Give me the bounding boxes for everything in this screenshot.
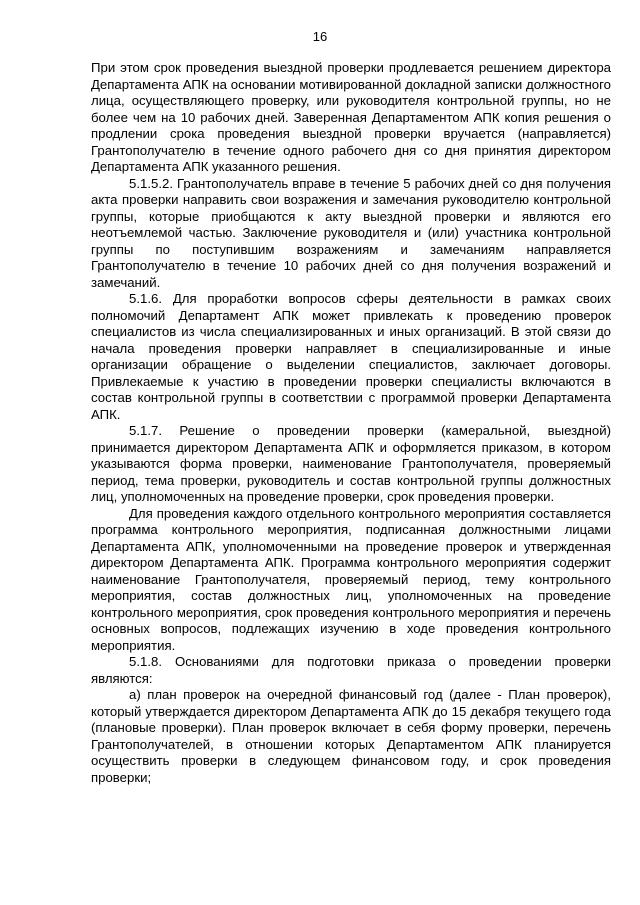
paragraph-5-1-5-2: 5.1.5.2. Грантополучатель вправе в течение 5 рабочих дней со дня получения акта проверки направить свои возражения и замечания руководителю контрольной группы, которые приобщаются к акту выездной проверки и являются его неотъемлемой частью. Заключение руководителя и (или) участника контрольной группы по поступившим возражениям и замечаниям направляется Грантополучателю в течение 10 рабочих дней со дня получения возражений и замечаний. <box>91 175 611 290</box>
paragraph-control-program: Для проведения каждого отдельного контрольного мероприятия составляется программа контрольного мероприятия, подписанная должностными лицами Департамента АПК, уполномоченными на проведение проверок и утвержденная директором Департамента АПК. Программа контрольного мероприятия содержит наименование Грантополучателя, проверяемый период, тему контрольного мероприятия, состав должностных лиц, уполномоченных на проведение контрольного мероприятия, срок проведения контрольного мероприятия и перечень основных вопросов, подлежащих изучению в ходе проведения контрольного мероприятия. <box>91 505 611 653</box>
paragraph-extension-of-inspection: При этом срок проведения выездной проверки продлевается решением директора Департамента АПК на основании мотивированной докладной записки должностного лица, осуществляющего проверку, или руководителя контрольной группы, но не более чем на 10 рабочих дней. Заверенная Департаментом АПК копия решения о продлении срока проведения выездной проверки вручается (направляется) Грантополучателю в течение одного рабочего дня со дня принятия директором Департамента АПК указанного решения. <box>91 60 611 174</box>
document-body <box>91 60 611 786</box>
paragraph-5-1-6: 5.1.6. Для проработки вопросов сферы деятельности в рамках своих полномочий Департамент АПК может привлекать к проведению проверок специалистов из числа специализированных и иных организаций. В этой связи до начала проведения проверки направляет в специализированные и иные организации обращение о выделении специалистов, заключает договоры. Привлекаемые к участию в проведении проверки специалисты включаются в состав контрольной группы в соответствии с программой проверки Департамента АПК. <box>91 291 611 422</box>
paragraph-5-1-7: 5.1.7. Решение о проведении проверки (камеральной, выездной) принимается директором Департамента АПК и оформляется приказом, в котором указываются форма проверки, наименование Грантополучателя, проверяемый период, тема проверки, руководитель и состав контрольной группы должностных лиц, уполномоченных на проведение проверки, срок проведения проверки. <box>91 423 611 504</box>
page-number: 16 <box>312 29 328 44</box>
paragraph-5-1-8: 5.1.8. Основаниями для подготовки приказа о проведении проверки являются: <box>91 654 611 686</box>
paragraph-item-a: а) план проверок на очередной финансовый год (далее - План проверок), который утверждается директором Департамента АПК до 15 декабря текущего года (плановые проверки). План проверок включает в себя форму проверки, перечень Грантополучателей, в отношении которых Департаментом АПК планируется осуществить проверки в следующем финансовом году, и срок проведения проверки; <box>91 687 611 785</box>
